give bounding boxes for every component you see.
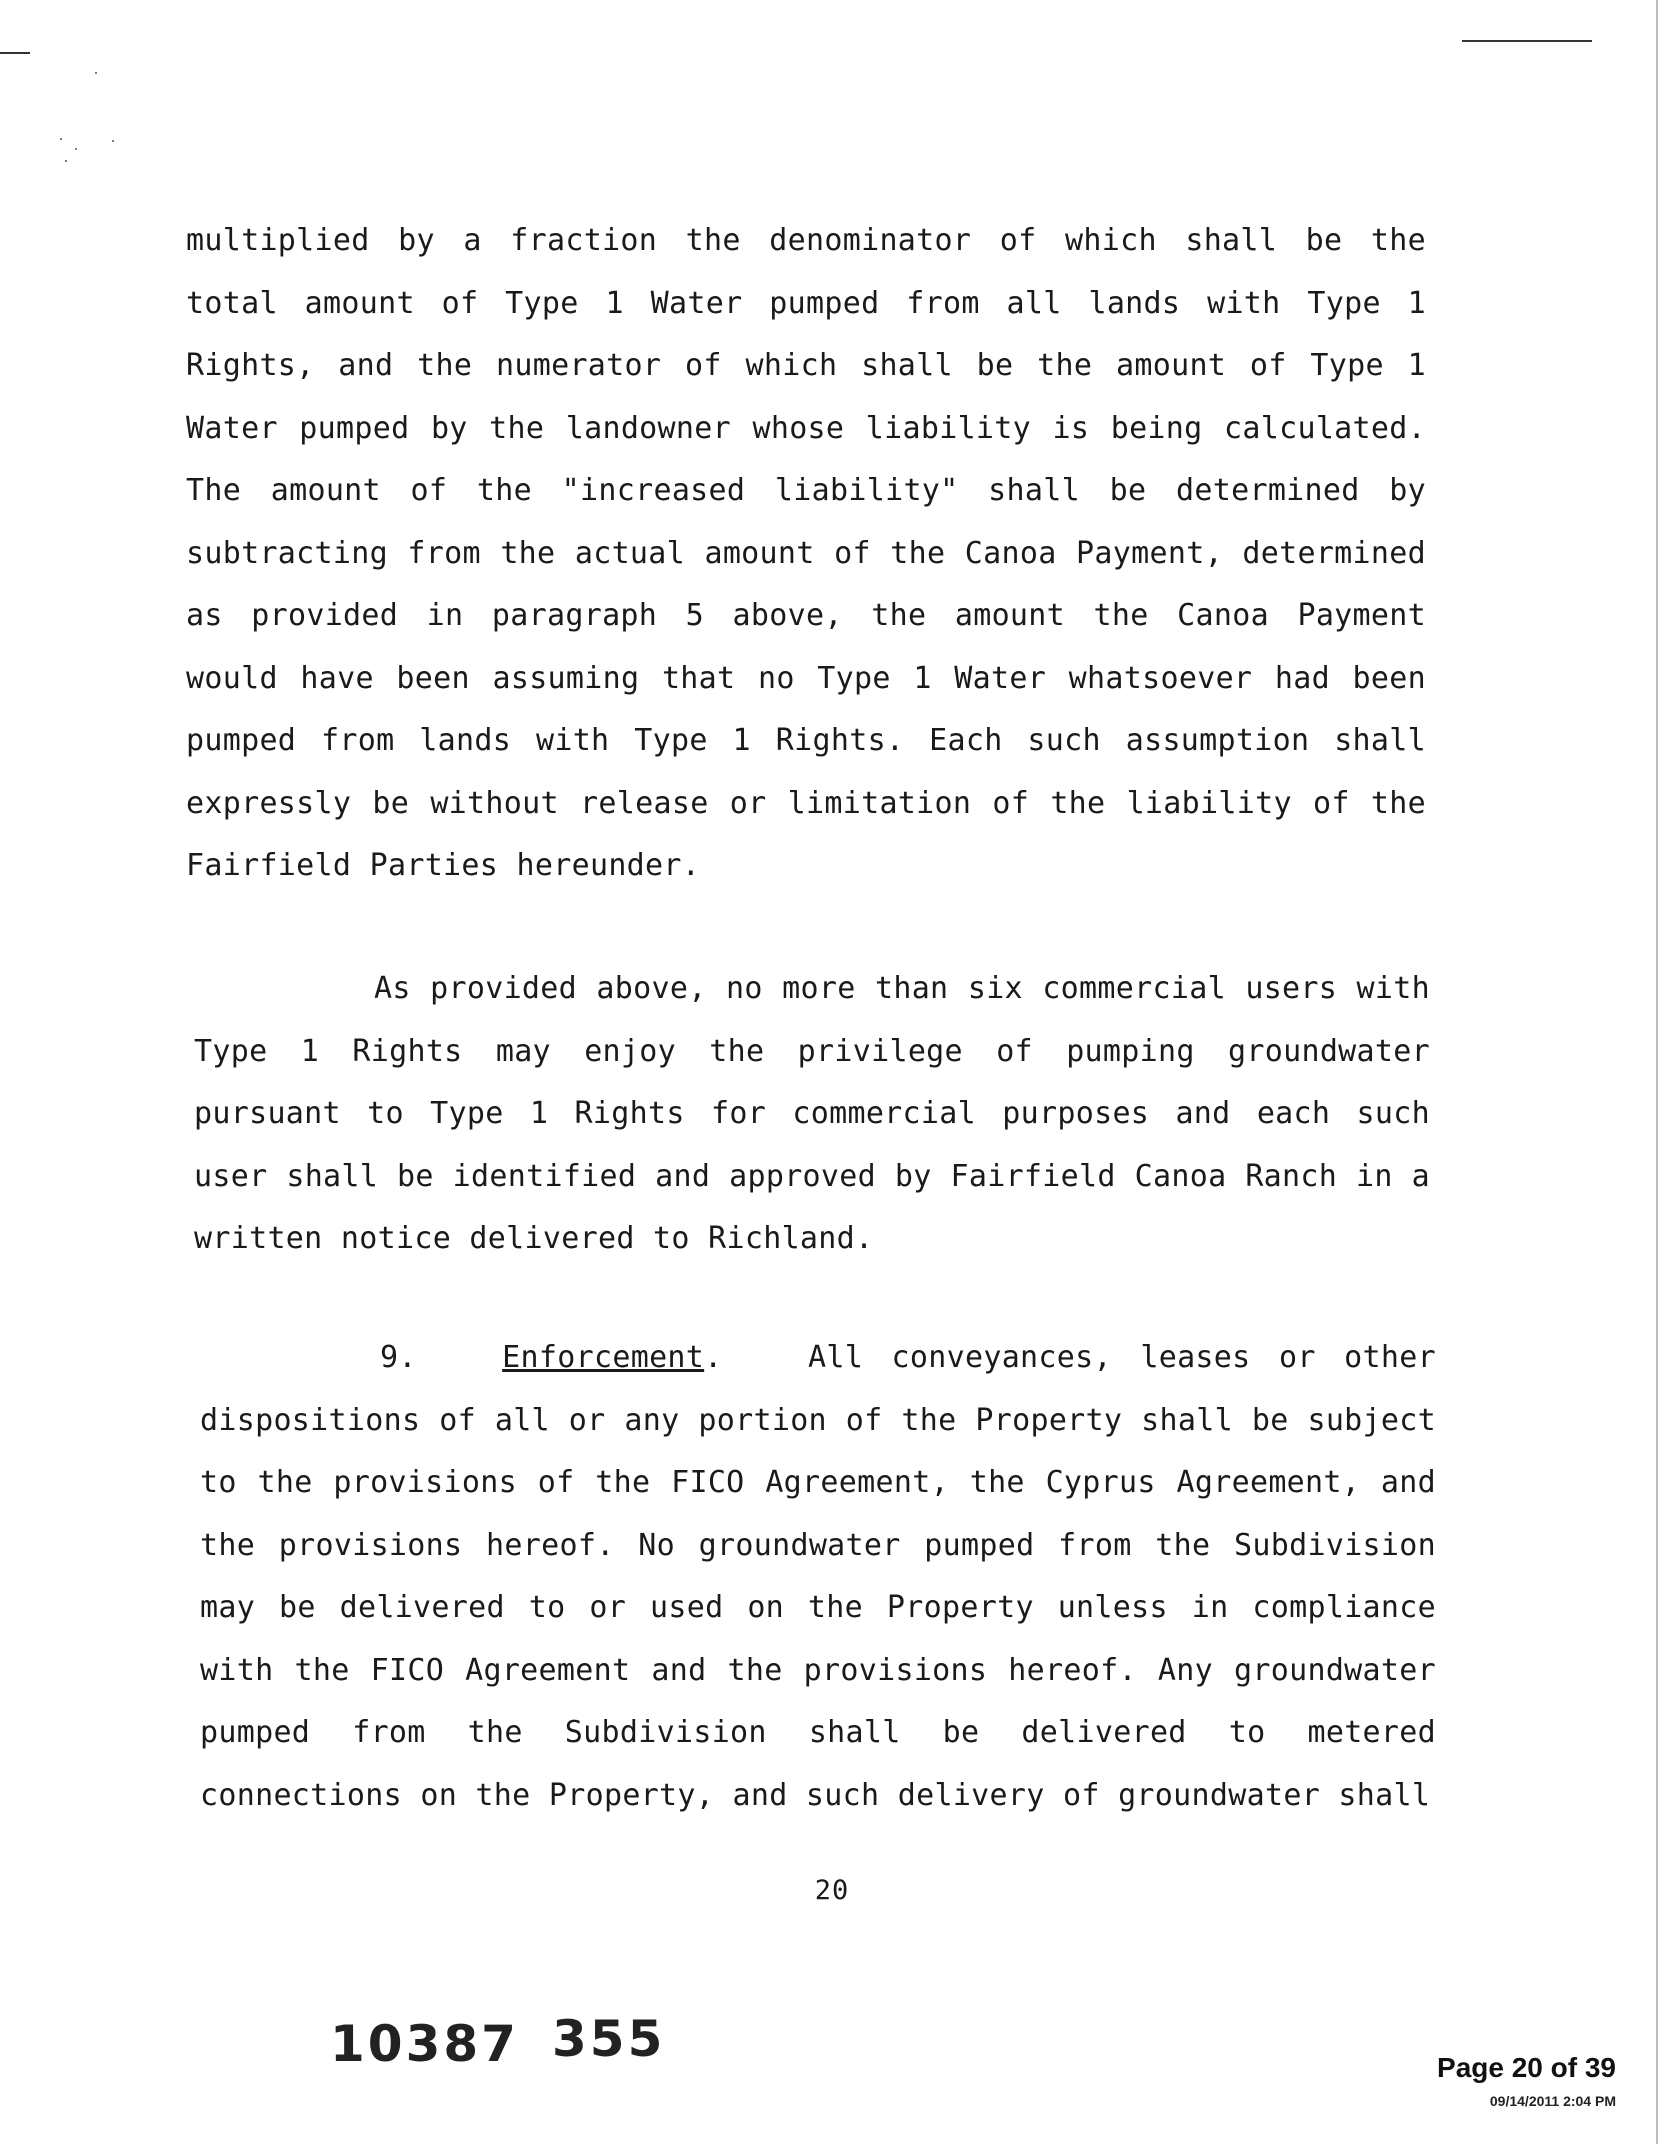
scan-speck (112, 140, 114, 142)
scan-speck (65, 160, 67, 162)
print-timestamp: 09/14/2011 2:04 PM (1489, 2093, 1616, 2109)
scan-mark (1462, 40, 1592, 42)
page-edge (1656, 0, 1658, 2144)
paragraph-continuation: multiplied by a fraction the denominator of which shall be the total amount of Type 1 Water pumped from all lands with Type 1 Rights, and the numerator of which shall be the amount of Type 1 Water pumped by the landowner whose liability is being calculated. The amount of the "increased liability" shall be determined by subtracting from the actual amount of the Canoa Payment, determined as provided in paragraph 5 above, the amount the Canoa Payment would have been assuming that no Type 1 Water whatsoever had been pumped from lands with Type 1 Rights. Each such assumption shall expressly be without release or limitation of the liability of the Fairfield Parties hereunder. (186, 223, 1426, 883)
scan-speck (95, 72, 97, 74)
recording-book-number: 10387 (330, 2015, 519, 2073)
section-number: 9. (380, 1340, 417, 1375)
page-number: 20 (814, 1875, 850, 1906)
paragraph-commercial-users: As provided above, no more than six commercial users with Type 1 Rights may enjoy the privilege of pumping groundwater pursuant to Type 1 Rights for commercial purposes and each such user shall be identified and approved by Fairfield Canoa Ranch in a written notice delivered to Richland. (194, 971, 1430, 1256)
section-heading-period: . (704, 1340, 723, 1375)
section-enforcement (200, 1327, 1436, 1827)
scan-speck (60, 138, 62, 140)
section-body-text: All conveyances, leases or other dispositions of all or any portion of the Property shall be subject to the provisions of the FICO Agreement, the Cyprus Agreement, and the provisions hereof. No groundwater pumped from the Subdivision may be delivered to or used on the Property unless in compliance with the FICO Agreement and the provisions hereof. Any groundwater pumped from the Subdivision shall be delivered to metered connections on the Property, and such delivery of groundwater shall (200, 1340, 1436, 1813)
page-indicator: Page 20 of 39 (1437, 2052, 1616, 2083)
recording-page-number: 355 (552, 2010, 666, 2068)
scan-speck (75, 148, 77, 150)
scan-mark (0, 52, 30, 54)
section-heading: Enforcement (502, 1340, 705, 1375)
